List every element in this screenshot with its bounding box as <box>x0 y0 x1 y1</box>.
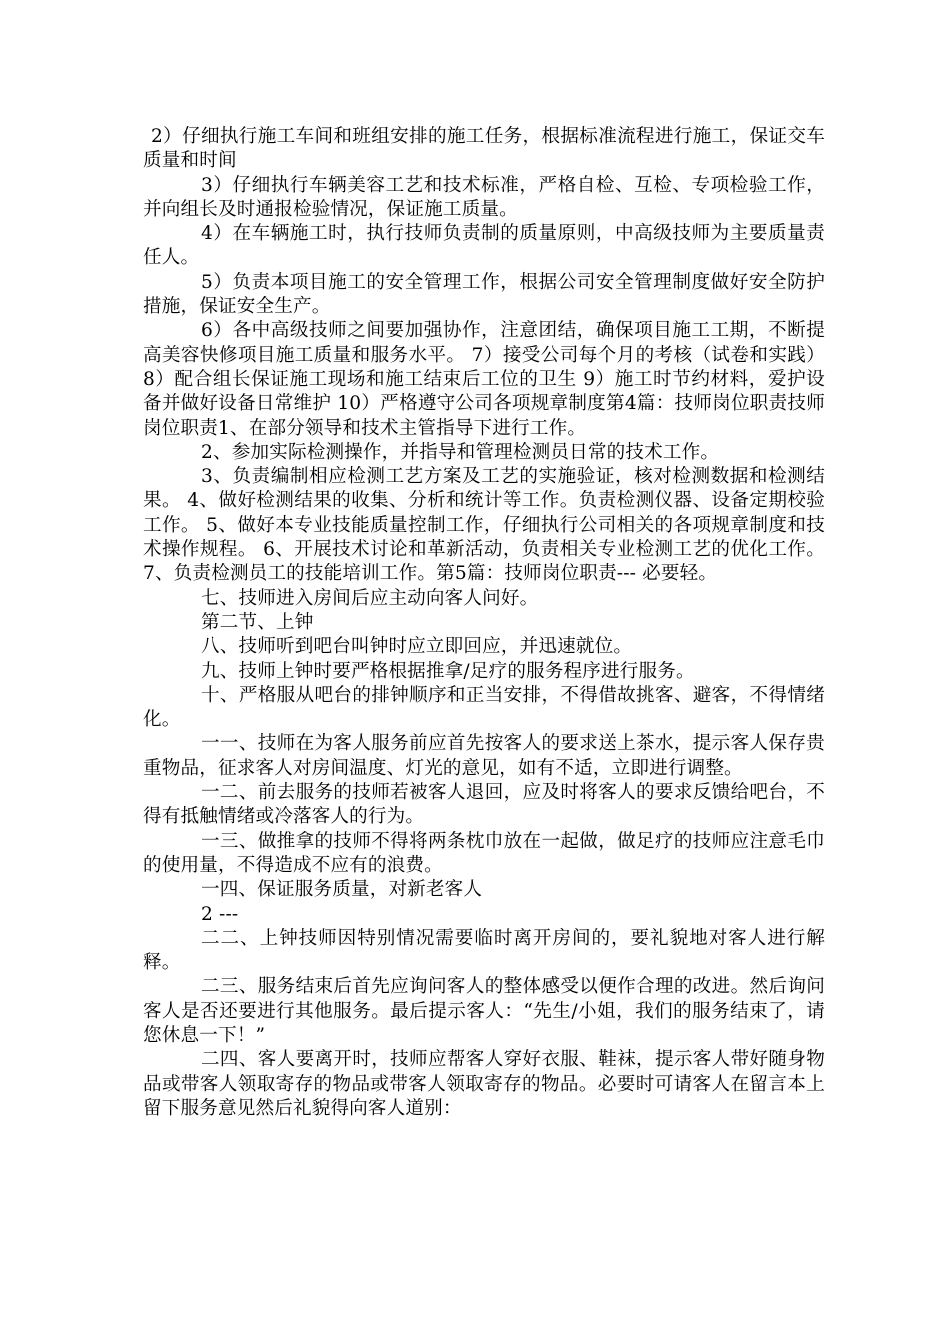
paragraph: 一三、做推拿的技师不得将两条枕巾放在一起做，做足疗的技师应注意毛巾的使用量，不得造成不应有的浪费。 <box>143 830 825 876</box>
paragraph: 八、技师听到吧台叫钟时应立即回应，并迅速就位。 <box>201 636 633 658</box>
paragraph: 十、严格服从吧台的排钟顺序和正当安排，不得借故挑客、避客，不得情绪化。 <box>143 684 825 731</box>
paragraph: 2）仔细执行施工车间和班组安排的施工任务，根据标准流程进行施工，保证交车质量和时间 <box>143 126 825 172</box>
paragraph: 九、技师上钟时要严格根据推拿/足疗的服务程序进行服务。 <box>201 660 695 682</box>
paragraph: 二二、上钟技师因特别情况需要临时离开房间的，要礼貌地对客人进行解释。 <box>143 927 825 974</box>
paragraph: 3）仔细执行车辆美容工艺和技术标准，严格自检、互检、专项检验工作，并向组长及时通报检验情况，保证施工质量。 <box>143 174 825 220</box>
paragraph: 4）在车辆施工时，执行技师负责制的质量原则，中高级技师为主要质量责任人。 <box>143 223 825 269</box>
paragraph: 2、参加实际检测操作，并指导和管理检测员日常的技术工作。 <box>201 441 720 463</box>
paragraph: 一一、技师在为客人服务前应首先按客人的要求送上茶水，提示客人保存贵重物品，征求客人对房间温度、灯光的意见，如有不适，立即进行调整。 <box>143 733 825 779</box>
paragraph: 二三、服务结束后首先应询问客人的整体感受以便作合理的改进。然后询问客人是否还要进行其他服务。最后提示客人：“先生/小姐，我们的服务结束了，请您休息一下！” <box>143 976 825 1046</box>
document-body <box>143 125 825 1121</box>
page-marker: 2 --- <box>201 903 239 925</box>
paragraph: 二四、客人要离开时，技师应帮客人穿好衣服、鞋袜，提示客人带好随身物品或带客人领取寄存的物品或带客人领取寄存的物品。必要时可请客人在留言本上留下服务意见然后礼貌得向客人道别： <box>143 1049 825 1119</box>
paragraph: 5）负责本项目施工的安全管理工作，根据公司安全管理制度做好安全防护措施，保证安全生产。 <box>143 271 825 318</box>
paragraph: 七、技师进入房间后应主动向客人问好。 <box>201 587 539 609</box>
paragraph: 3、负责编制相应检测工艺方案及工艺的实施验证，核对检测数据和检测结果。 4、做好检测结果的收集、分析和统计等工作。负责检测仪器、设备定期校验工作。 5、做好本专业技能质量控制工作，仔细执行公司相关的各项规章制度和技术操作规程。 6、开展技术讨论和革新活动，负责相关专业检测工艺的优化工作。 7、负责检测员工的技能培训工作。第5篇：技师岗位职责--- 必要轻。 <box>143 466 825 585</box>
section-heading: 第二节、上钟 <box>201 611 314 633</box>
paragraph: 一二、前去服务的技师若被客人退回，应及时将客人的要求反馈给吧台，不得有抵触情绪或冷落客人的行为。 <box>143 782 825 828</box>
paragraph: 一四、保证服务质量，对新老客人 <box>201 879 483 901</box>
paragraph: 6）各中高级技师之间要加强协作，注意团结，确保项目施工工期，不断提高美容快修项目施工质量和服务水平。 7）接受公司每个月的考核（试卷和实践） 8）配合组长保证施工现场和施工结束后工位的卫生 9）施工时节约材料，爱护设备并做好设备日常维护 10）严格遵守公司各项规章制度第4篇：技师岗位职责技师岗位职责1、在部分领导和技术主管指导下进行工作。 <box>143 320 825 439</box>
